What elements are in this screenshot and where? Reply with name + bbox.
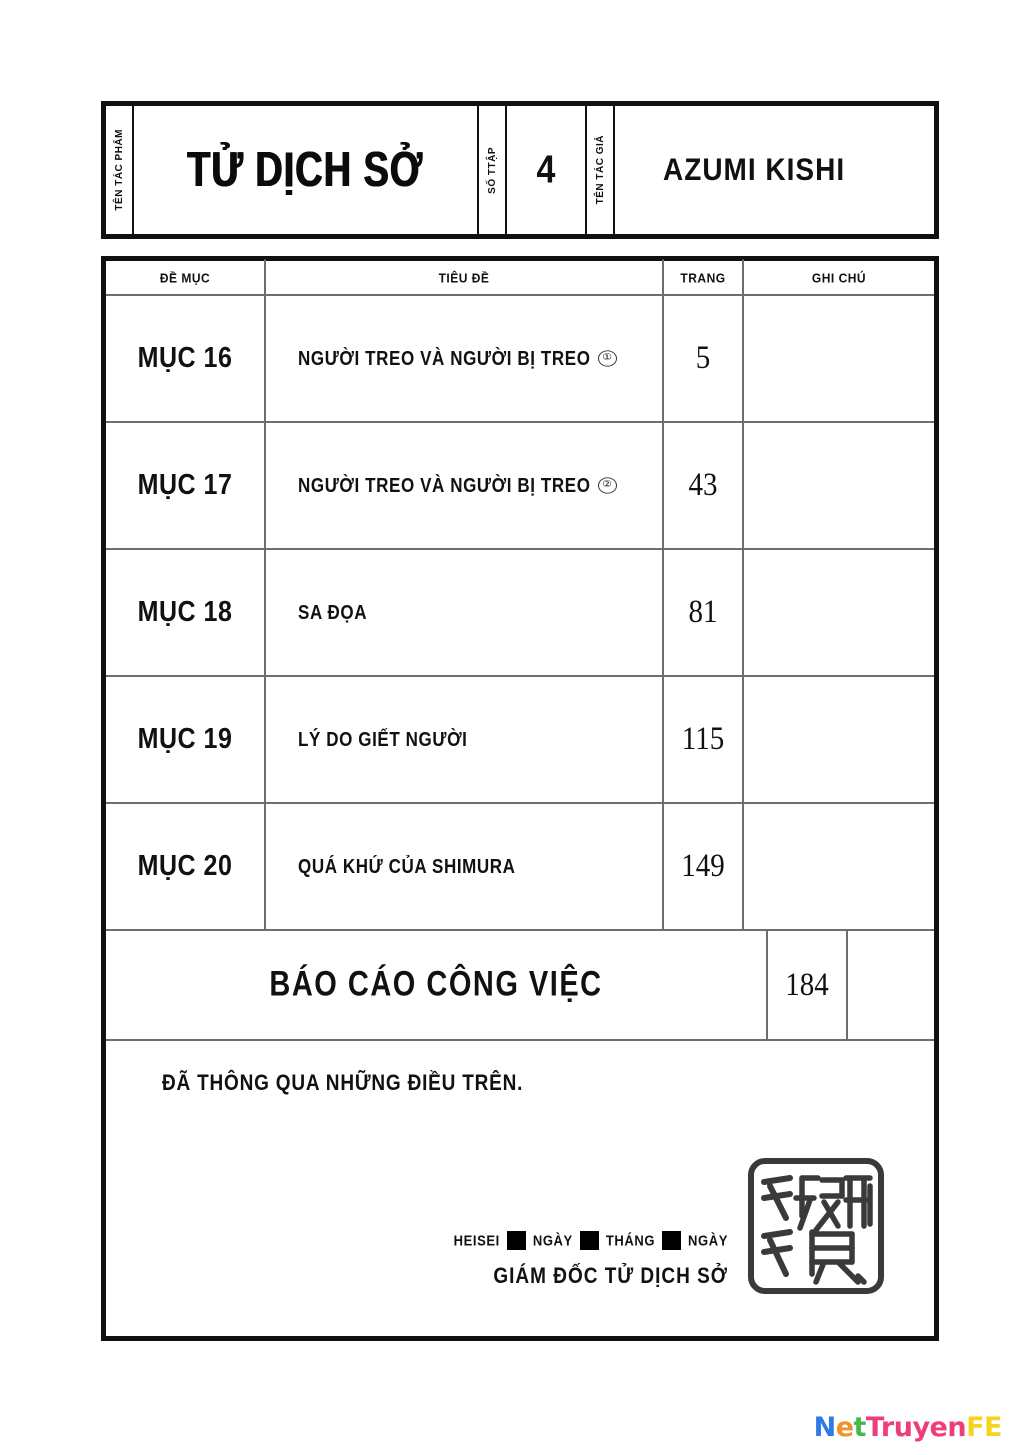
row-item-cell	[106, 804, 266, 929]
author-name-cell	[615, 106, 934, 234]
director-title: GIÁM ĐỐC TỬ DỊCH SỞ	[493, 1264, 728, 1289]
watermark-letter-8: n	[947, 1412, 967, 1443]
row-item-cell	[106, 423, 266, 548]
watermark-letter-2: t	[853, 1412, 866, 1443]
report-page-cell	[768, 931, 848, 1039]
watermark-letter-5: u	[893, 1412, 913, 1443]
row-item-label: MỤC 20	[137, 849, 233, 883]
table-header-row	[106, 261, 934, 296]
row-title-cell	[266, 423, 664, 548]
row-page-number: 43	[688, 467, 718, 503]
table-row	[106, 423, 934, 550]
era-label: HEISEI	[453, 1231, 500, 1250]
watermark-letter-4: r	[880, 1412, 894, 1443]
row-item-label: MỤC 18	[137, 595, 233, 629]
date-unit-3: NGÀY	[688, 1231, 728, 1250]
row-page-number: 81	[688, 594, 718, 630]
signature-lines	[454, 1231, 728, 1296]
watermark-letter-7: e	[929, 1412, 948, 1443]
watermark-letter-10: E	[984, 1412, 1002, 1443]
volume-number: 4	[536, 147, 556, 192]
report-title-text: BÁO CÁO CÔNG VIỆC	[269, 965, 603, 1004]
approval-text: ĐÃ THÔNG QUA NHỮNG ĐIỀU TRÊN.	[162, 1071, 524, 1096]
row-item-cell	[106, 296, 266, 421]
row-title-cell	[266, 677, 664, 802]
signature-block	[454, 1156, 886, 1296]
work-title: TỬ DỊCH SỞ	[187, 142, 424, 197]
report-note-cell	[848, 931, 1024, 1039]
author-name: AZUMI KISHI	[663, 152, 846, 187]
column-header-note: GHI CHÚ	[811, 269, 867, 286]
row-page-cell	[664, 296, 744, 421]
watermark-letter-9: F	[966, 1412, 985, 1443]
row-page-number: 115	[681, 721, 725, 757]
column-header-item: ĐỀ MỤC	[106, 259, 266, 295]
date-blank-box-1	[507, 1231, 526, 1250]
watermark-letter-6: y	[912, 1412, 930, 1443]
table-row	[106, 677, 934, 804]
report-page-number: 184	[785, 966, 829, 1003]
date-blank-box-2	[580, 1231, 599, 1250]
row-page-cell	[664, 550, 744, 675]
author-label-cell	[587, 106, 615, 234]
row-item-label: MỤC 17	[137, 468, 233, 502]
report-title-cell	[106, 931, 768, 1039]
row-title-cell	[266, 804, 664, 929]
volume-label-cell	[479, 106, 507, 234]
author-label: TÊN TÁC GIẢ	[594, 135, 606, 205]
table-row	[106, 804, 934, 931]
row-title-cell	[266, 550, 664, 675]
row-item-cell	[106, 550, 266, 675]
column-header-title: TIÊU ĐỀ	[266, 259, 664, 295]
row-title-marker-icon: ②	[598, 477, 617, 493]
watermark-letter-0: N	[813, 1412, 836, 1443]
row-item-label: MỤC 19	[137, 722, 233, 756]
column-header-page: TRANG	[664, 259, 744, 295]
row-page-cell	[664, 804, 744, 929]
volume-number-cell	[507, 106, 587, 234]
date-unit-2: THÁNG	[605, 1231, 656, 1250]
watermark-letter-3: T	[865, 1412, 881, 1443]
row-page-number: 149	[681, 848, 725, 884]
row-page-cell	[664, 677, 744, 802]
row-title-marker-icon: ①	[598, 350, 617, 366]
row-note-cell	[744, 550, 934, 675]
date-line	[454, 1230, 728, 1252]
watermark-letter-1: e	[835, 1412, 854, 1443]
date-blank-box-3	[662, 1231, 681, 1250]
title-header-box	[101, 101, 939, 239]
work-title-cell	[134, 106, 479, 234]
row-note-cell	[744, 423, 934, 548]
row-page-number: 5	[695, 340, 711, 376]
row-note-cell	[744, 804, 934, 929]
row-note-cell	[744, 296, 934, 421]
row-title-text: SA ĐỌA	[298, 600, 368, 624]
official-seal-icon	[746, 1156, 886, 1296]
row-title-cell	[266, 296, 664, 421]
row-title-text: NGƯỜI TREO VÀ NGƯỜI BỊ TREO	[298, 346, 591, 370]
date-unit-1: NGÀY	[532, 1231, 573, 1250]
row-note-cell	[744, 677, 934, 802]
row-page-cell	[664, 423, 744, 548]
approval-footer	[106, 1041, 934, 1336]
table-row	[106, 296, 934, 423]
table-row-report	[106, 931, 934, 1041]
volume-label: SỐ TTẬP	[486, 146, 498, 194]
table-row	[106, 550, 934, 677]
contents-table-box	[101, 256, 939, 1341]
row-title-text: NGƯỜI TREO VÀ NGƯỜI BỊ TREO	[298, 473, 591, 497]
row-title-text: QUÁ KHỨ CỦA SHIMURA	[298, 854, 516, 878]
row-item-label: MỤC 16	[137, 341, 233, 375]
nettruyenfe-watermark	[814, 1412, 1002, 1443]
work-name-label: TÊN TÁC PHẨM	[113, 129, 125, 211]
row-item-cell	[106, 677, 266, 802]
work-name-label-cell	[106, 106, 134, 234]
row-title-text: LÝ DO GIẾT NGƯỜI	[298, 727, 468, 751]
